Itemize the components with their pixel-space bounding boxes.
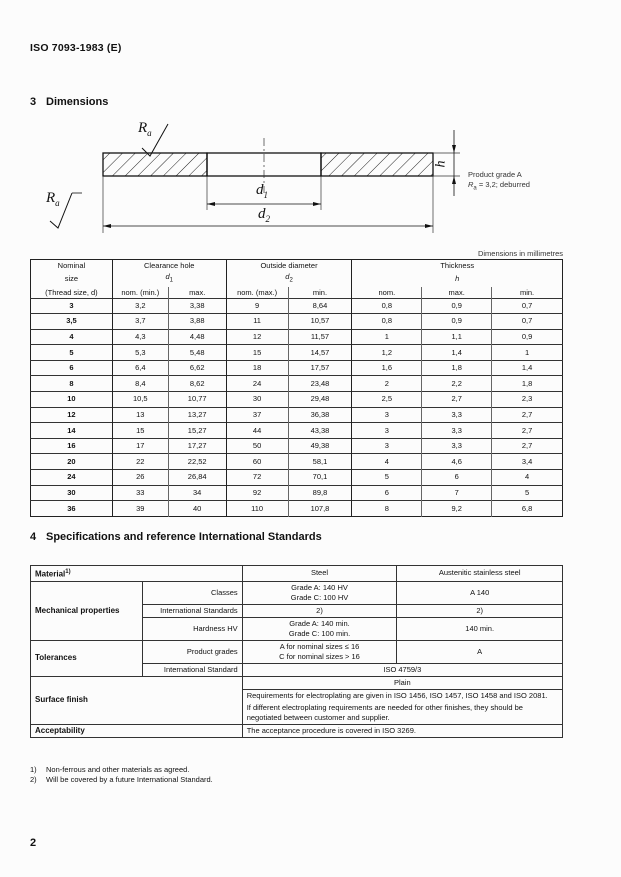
nominal-size-cell: 6: [31, 360, 113, 376]
table-row: [31, 392, 563, 408]
table-row: [31, 501, 563, 517]
table-cell: 89,8: [288, 485, 352, 501]
classes-label: Classes: [142, 581, 242, 604]
product-grades-steel: A for nominal sizes ≤ 16 C for nominal sizes > 16: [242, 640, 397, 663]
table-cell: 60: [226, 454, 288, 470]
table-cell: 34: [168, 485, 226, 501]
table-cell: 10,5: [112, 392, 168, 408]
table-cell: 4: [352, 454, 422, 470]
table-cell: 3,3: [422, 407, 492, 423]
h-label: h: [433, 160, 449, 168]
footnote: 1) Non-ferrous and other materials as agreed.: [30, 765, 190, 774]
table-cell: 24: [226, 376, 288, 392]
section-title: Specifications and reference International Standards: [46, 531, 322, 543]
table-row: [31, 438, 563, 454]
nominal-size-cell: 10: [31, 392, 113, 408]
table-cell: 0,9: [422, 298, 492, 314]
nominal-size-cell: 5: [31, 345, 113, 361]
section-title: Dimensions: [46, 96, 109, 108]
tolerances-label: Tolerances: [31, 640, 143, 676]
header-h: h: [352, 271, 563, 287]
nominal-size-cell: 3,5: [31, 314, 113, 330]
table-cell: 3,3: [422, 438, 492, 454]
intl-standards-steel: 2): [242, 604, 397, 617]
section-number: 4: [30, 531, 37, 543]
table-cell: 1,4: [492, 360, 563, 376]
header-min: min.: [288, 287, 352, 299]
table-cell: 12: [226, 329, 288, 345]
table-cell: 1: [352, 329, 422, 345]
hardness-label: Hardness HV: [142, 617, 242, 640]
table-cell: 2,7: [422, 392, 492, 408]
table-cell: 0,8: [352, 298, 422, 314]
product-grades-austenitic: A: [397, 640, 563, 663]
table-row: [31, 485, 563, 501]
surface-different-requirements: If different electroplating requirements are needed for other finishes, they should be negotiated between customer and supplier.: [242, 702, 562, 725]
table-cell: 70,1: [288, 470, 352, 486]
table-row: [31, 407, 563, 423]
tolerance-intl-standard-label: International Standard: [142, 663, 242, 676]
section-number: 3: [30, 96, 37, 108]
section-3-heading: [30, 96, 108, 108]
product-grade-note: Product grade A: [468, 170, 522, 179]
table-cell: 33: [112, 485, 168, 501]
header-outside: Outside diameter: [226, 260, 352, 272]
table-cell: 1,6: [352, 360, 422, 376]
product-grades-label: Product grades: [142, 640, 242, 663]
table-cell: 5,3: [112, 345, 168, 361]
header-d1: $d_1$: [112, 271, 226, 287]
tolerance-intl-standard-value: ISO 4759/3: [242, 663, 562, 676]
table-cell: 0,7: [492, 298, 563, 314]
table-cell: 58,1: [288, 454, 352, 470]
nominal-size-cell: 30: [31, 485, 113, 501]
nominal-size-cell: 36: [31, 501, 113, 517]
header-nominal: Nominal: [57, 261, 86, 270]
table-cell: 0,7: [492, 314, 563, 330]
austenitic-header: Austenitic stainless steel: [397, 566, 563, 582]
table-cell: 26,84: [168, 470, 226, 486]
table-cell: 40: [168, 501, 226, 517]
table-cell: 7: [422, 485, 492, 501]
d1-label: $d_1$: [256, 182, 268, 200]
table-cell: 43,38: [288, 423, 352, 439]
header-size: size: [64, 274, 79, 284]
table-cell: 15: [226, 345, 288, 361]
table-cell: 107,8: [288, 501, 352, 517]
table-cell: 6,4: [112, 360, 168, 376]
surface-requirements: Requirements for electroplating are given in ISO 1456, ISO 1457, ISO 1458 and ISO 2081.: [242, 689, 562, 702]
section-4-heading: [30, 531, 322, 543]
dimensions-table-body: [31, 298, 563, 516]
table-row: [31, 345, 563, 361]
table-cell: 37: [226, 407, 288, 423]
table-cell: 3: [352, 438, 422, 454]
surface-finish-label: Surface finish: [31, 676, 243, 724]
specifications-table: [30, 565, 563, 738]
table-cell: 13: [112, 407, 168, 423]
document-header: ISO 7093-1983 (E): [30, 42, 122, 54]
intl-standards-austenitic: 2): [397, 604, 563, 617]
table-cell: 4,3: [112, 329, 168, 345]
table-cell: 18: [226, 360, 288, 376]
table-cell: 9,2: [422, 501, 492, 517]
table-cell: 30: [226, 392, 288, 408]
table-cell: 13,27: [168, 407, 226, 423]
nominal-size-cell: 8: [31, 376, 113, 392]
header-max2: max.: [422, 287, 492, 299]
table-row: [31, 423, 563, 439]
table-cell: 29,48: [288, 392, 352, 408]
page-number: 2: [30, 837, 37, 849]
classes-austenitic: A 140: [397, 581, 563, 604]
table-cell: 2,7: [492, 423, 563, 439]
table-cell: 50: [226, 438, 288, 454]
hardness-austenitic: 140 min.: [397, 617, 563, 640]
table-cell: 15: [112, 423, 168, 439]
table-row: [31, 376, 563, 392]
table-cell: 4: [492, 470, 563, 486]
header-nom-max: nom. (max.): [226, 287, 288, 299]
table-cell: 2,7: [492, 438, 563, 454]
table-cell: 14,57: [288, 345, 352, 361]
table-cell: 5,48: [168, 345, 226, 361]
header-clearance: Clearance hole: [112, 260, 226, 272]
ra-label-left: $R_a$: [46, 190, 60, 208]
nominal-size-cell: 16: [31, 438, 113, 454]
table-row: [31, 470, 563, 486]
nominal-size-cell: 12: [31, 407, 113, 423]
table-cell: 2,3: [492, 392, 563, 408]
table-cell: 3: [352, 407, 422, 423]
washer-drawing: [30, 118, 570, 263]
table-cell: 22: [112, 454, 168, 470]
table-cell: 11,57: [288, 329, 352, 345]
ra-label-top: $R_a$: [138, 120, 152, 138]
table-cell: 1,4: [422, 345, 492, 361]
steel-header: Steel: [242, 566, 397, 582]
table-cell: 3: [352, 423, 422, 439]
table-cell: 23,48: [288, 376, 352, 392]
header-thread-size: (Thread size, d): [45, 287, 98, 297]
acceptability-value: The acceptance procedure is covered in ISO 3269.: [242, 724, 562, 737]
table-cell: 0,9: [492, 329, 563, 345]
hardness-steel: Grade A: 140 min. Grade C: 100 min.: [242, 617, 397, 640]
nominal-size-cell: 24: [31, 470, 113, 486]
table-row: [31, 329, 563, 345]
footnotes: [30, 765, 213, 785]
table-cell: 39: [112, 501, 168, 517]
nominal-size-cell: 20: [31, 454, 113, 470]
table-cell: 3,88: [168, 314, 226, 330]
d2-label: $d_2$: [258, 206, 270, 224]
table-cell: 5: [352, 470, 422, 486]
table-cell: 1: [492, 345, 563, 361]
table-cell: 6: [352, 485, 422, 501]
table-row: [31, 298, 563, 314]
nominal-size-cell: 4: [31, 329, 113, 345]
mechanical-properties-label: Mechanical properties: [31, 581, 143, 640]
table-cell: 17: [112, 438, 168, 454]
table-cell: 3,7: [112, 314, 168, 330]
table-cell: 1,2: [352, 345, 422, 361]
table-cell: 3,2: [112, 298, 168, 314]
table-cell: 2: [352, 376, 422, 392]
table-cell: 8,64: [288, 298, 352, 314]
table-cell: 6,62: [168, 360, 226, 376]
nominal-size-cell: 14: [31, 423, 113, 439]
roughness-note: $R_a = 3,2$; deburred: [468, 180, 530, 192]
table-cell: 3,4: [492, 454, 563, 470]
table-cell: 8: [352, 501, 422, 517]
table-cell: 22,52: [168, 454, 226, 470]
table-row: [31, 360, 563, 376]
table-cell: 1,8: [492, 376, 563, 392]
table-row: [31, 314, 563, 330]
intl-standards-label: International Standards: [142, 604, 242, 617]
table-cell: 6,8: [492, 501, 563, 517]
table-cell: 5: [492, 485, 563, 501]
table-cell: 4,6: [422, 454, 492, 470]
washer-left-section: [103, 153, 207, 176]
table-cell: 9: [226, 298, 288, 314]
header-d2: $d_2$: [226, 271, 352, 287]
surface-plain: Plain: [242, 676, 562, 689]
table-cell: 72: [226, 470, 288, 486]
table-cell: 10,77: [168, 392, 226, 408]
table-cell: 0,9: [422, 314, 492, 330]
table-cell: 0,8: [352, 314, 422, 330]
table-cell: 92: [226, 485, 288, 501]
table-cell: 15,27: [168, 423, 226, 439]
classes-steel: Grade A: 140 HV Grade C: 100 HV: [242, 581, 397, 604]
header-max: max.: [168, 287, 226, 299]
washer-right-section: [321, 153, 433, 176]
nominal-size-cell: 3: [31, 298, 113, 314]
table-cell: 36,38: [288, 407, 352, 423]
table-cell: 3,3: [422, 423, 492, 439]
table-cell: 3,38: [168, 298, 226, 314]
table-cell: 1,8: [422, 360, 492, 376]
footnote: 2) Will be covered by a future International Standard.: [30, 775, 213, 784]
acceptability-label: Acceptability: [31, 724, 243, 737]
table-cell: 6: [422, 470, 492, 486]
table-cell: 10,57: [288, 314, 352, 330]
table-cell: 26: [112, 470, 168, 486]
units-note: Dimensions in millimetres: [477, 249, 563, 258]
table-cell: 44: [226, 423, 288, 439]
table-cell: 110: [226, 501, 288, 517]
table-cell: 49,38: [288, 438, 352, 454]
table-cell: 17,57: [288, 360, 352, 376]
dimensions-table: [30, 259, 563, 517]
header-thickness: Thickness: [352, 260, 563, 272]
table-cell: 17,27: [168, 438, 226, 454]
table-cell: 2,5: [352, 392, 422, 408]
table-cell: 11: [226, 314, 288, 330]
table-row: [31, 454, 563, 470]
table-cell: 4,48: [168, 329, 226, 345]
table-cell: 1,1: [422, 329, 492, 345]
table-cell: 2,2: [422, 376, 492, 392]
header-min2: min.: [492, 287, 563, 299]
table-cell: 2,7: [492, 407, 563, 423]
header-nom: nom.: [352, 287, 422, 299]
material-label: Material$^{1)}$: [31, 566, 243, 582]
table-cell: 8,62: [168, 376, 226, 392]
table-cell: 8,4: [112, 376, 168, 392]
header-nom-min: nom. (min.): [112, 287, 168, 299]
